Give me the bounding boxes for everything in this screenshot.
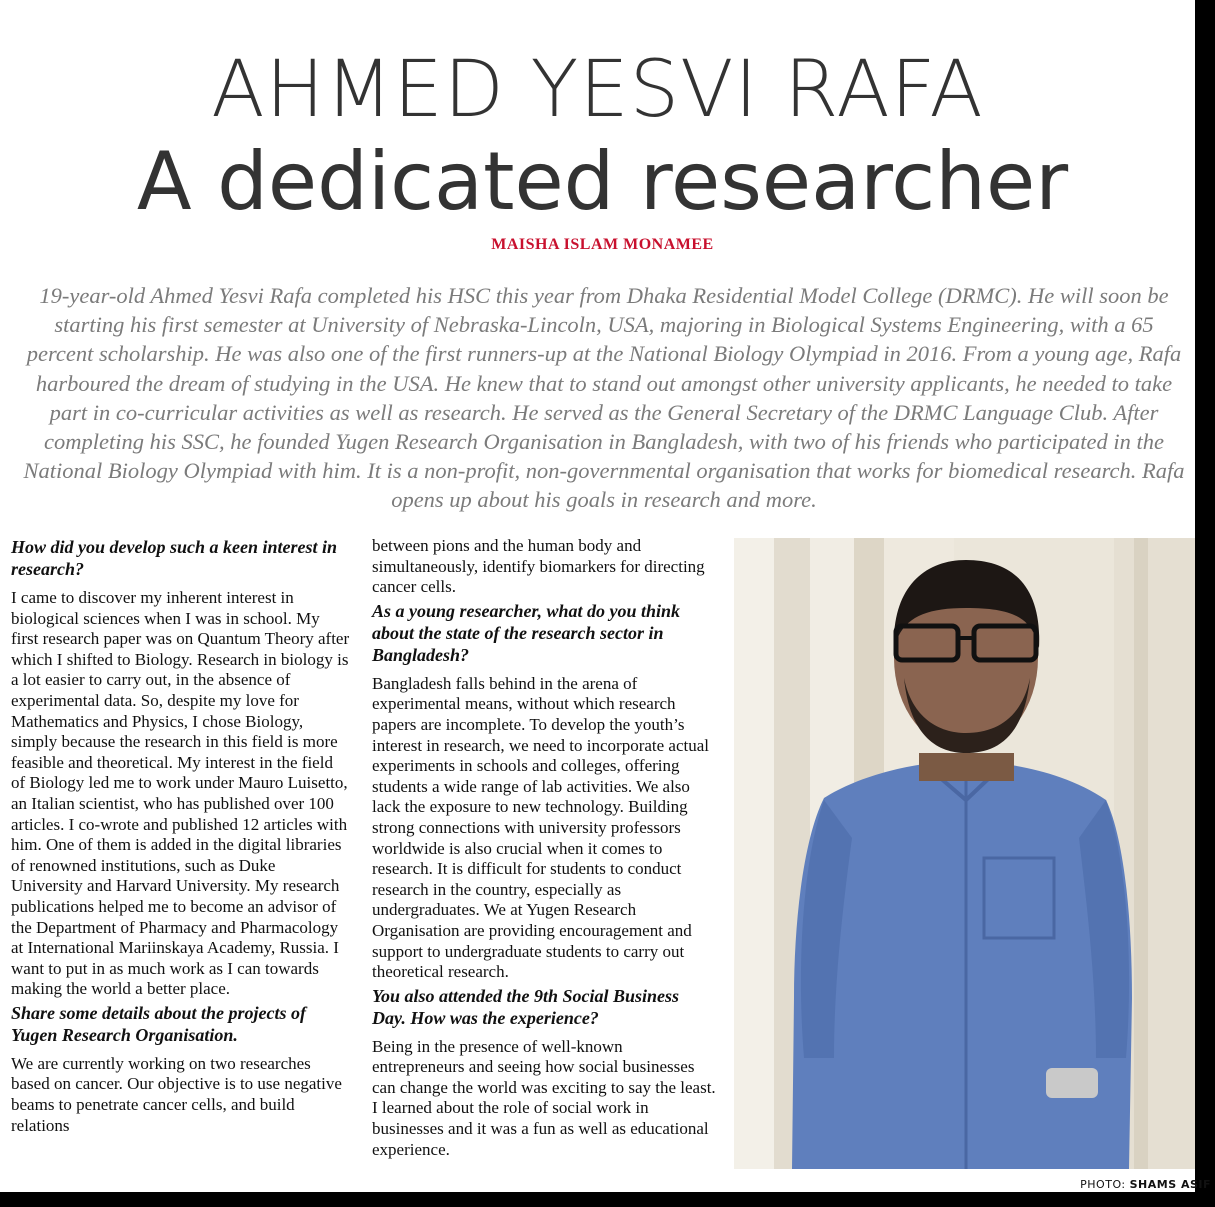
- photo-credit-name: SHAMS ASIF: [1129, 1178, 1211, 1191]
- answer-4: Being in the presence of well-known entrepreneurs and seeing how social businesses can change the world was exciting to say the least. I learned about the role of social work in businesses and it was a fun as well as educational experience.: [372, 1036, 716, 1159]
- author-byline: MAISHA ISLAM MONAMEE: [491, 236, 714, 253]
- portrait-photo: [734, 538, 1195, 1169]
- portrait-illustration: [734, 538, 1195, 1169]
- headline-name: AHMED YESVI RAFA: [211, 45, 984, 135]
- intro-paragraph: 19-year-old Ahmed Yesvi Rafa completed his HSC this year from Dhaka Residential Model College (DRMC). He will soon be starting his first semester at University of Nebraska-Lincoln, USA, majoring in Biological Systems Engineering, with a 65 percent scholarship. He was also one of the first runners-up at the National Biology Olympiad in 2016. From a young age, Rafa harboured the dream of studying in the USA. He knew that to stand out amongst other university applicants, he needed to take part in co-curricular activities as well as research. He served as the General Secretary of the DRMC Language Club. After completing his SSC, he founded Yugen Research Organisation in Bangladesh, with two of his friends who participated in the National Biology Olympiad with him. It is a non-profit, non-governmental organisation that works for biomedical research. Rafa opens up about his goals in research and more.: [23, 283, 1185, 513]
- article-column-2: [372, 536, 717, 1162]
- answer-2: We are currently working on two researches based on cancer. Our objective is to use negative beams to penetrate cancer cells, and build relations: [11, 1053, 342, 1135]
- question-1: How did you develop such a keen interest in research?: [11, 537, 337, 579]
- headline-subtitle: A dedicated researcher: [136, 135, 1069, 228]
- question-3: As a young researcher, what do you think about the state of the research sector in Bangladesh?: [372, 600, 681, 665]
- question-2: Share some details about the projects of Yugen Research Organisation.: [11, 1002, 307, 1045]
- question-4: You also attended the 9th Social Business Day. How was the experience?: [372, 985, 680, 1028]
- answer-1: I came to discover my inherent interest in biological sciences when I was in school. My first research paper was on Quantum Theory after which I shifted to Biology. Research in biology is a lot easier to carry out, in the absence of experimental data. So, despite my love for Mathematics and Physics, I chose Biology, simply because the research in this field is more feasible and theoretical. My interest in the field of Biology led me to work under Mauro Luisetto, an Italian scientist, who has published over 100 articles. I co-wrote and published 12 articles with him. One of them is added in the digital libraries of renowned institutions, such as Duke University and Harvard University. My research publications helped me to become an advisor of the Department of Pharmacy and Pharmacology at International Mariinskaya Academy, Russia. I want to put in as much work as I can towards making the world a better place.: [11, 588, 350, 999]
- photo-credit: [1080, 1178, 1211, 1191]
- answer-3: Bangladesh falls behind in the arena of experimental means, without which research papers are incomplete. To develop the youth’s interest in research, we need to incorporate actual experiments in schools and colleges, offering students a wide range of lab activities. We also lack the exposure to new technology. Building strong connections with university professors worldwide is also crucial when it comes to research. It is difficult for students to conduct research in the country, especially as undergraduates. We at Yugen Research Organisation are providing encouragement and support to undergraduate students to carry out theoretical research.: [372, 673, 710, 982]
- photo-credit-label: PHOTO:: [1080, 1178, 1126, 1191]
- article-column-1: [11, 536, 351, 1138]
- answer-2-continued: between pions and the human body and simultaneously, identify biomarkers for directing cancer cells.: [372, 536, 705, 597]
